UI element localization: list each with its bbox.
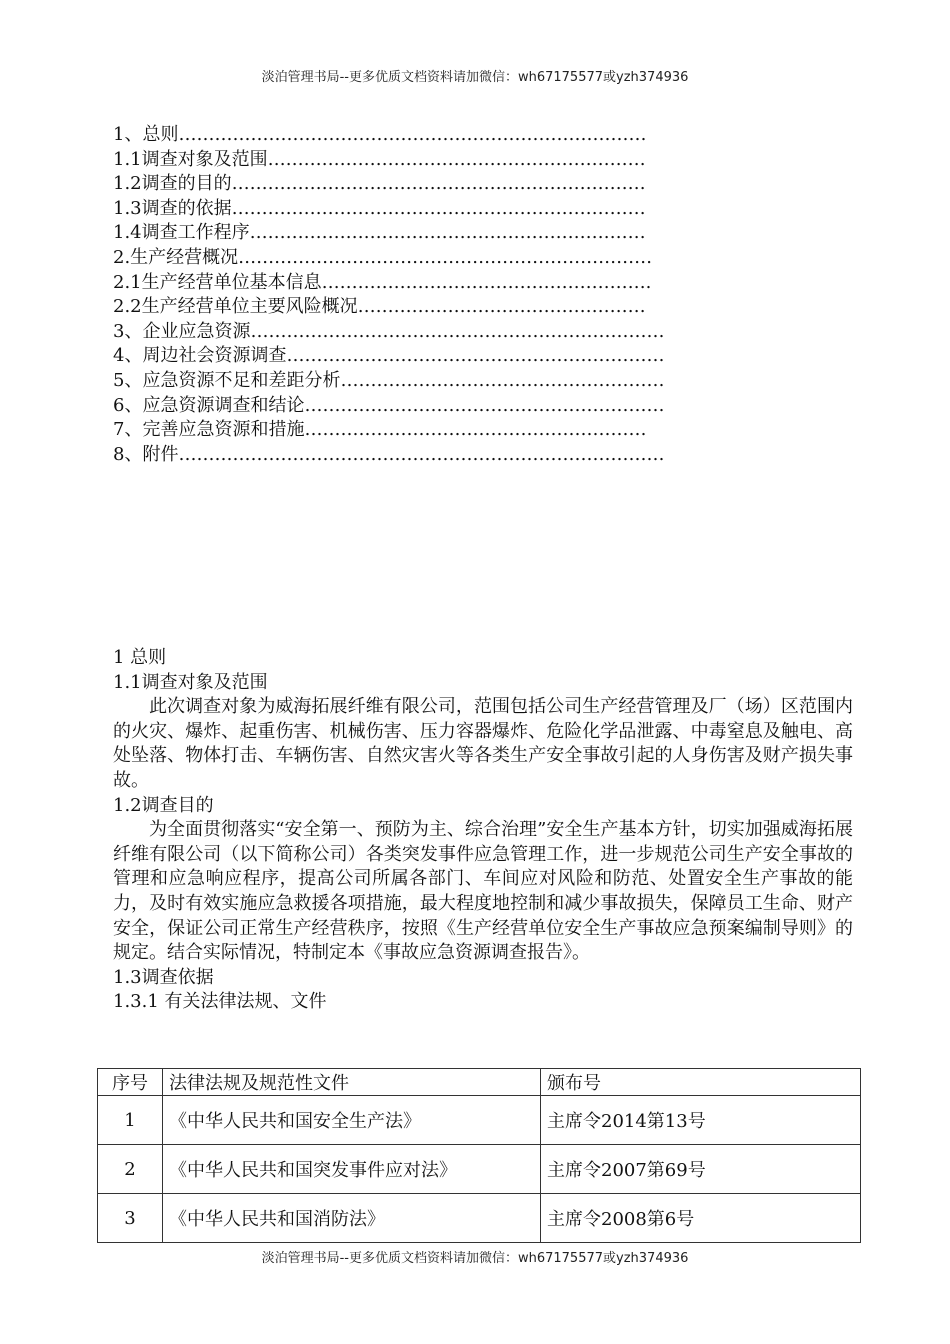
- document-body: [113, 646, 853, 1015]
- toc-entry: 6、应急资源调查和结论……………………………………………………: [113, 394, 665, 416]
- sub-subsection-heading: 1.3.1 有关法律法规、文件: [113, 991, 327, 1013]
- subsection-heading: 1.3调查依据: [113, 966, 214, 988]
- table-row: [98, 1145, 861, 1194]
- table-cell: 1: [98, 1096, 163, 1145]
- laws-table: [97, 1068, 861, 1243]
- table-cell: 主席令2014第13号: [541, 1096, 861, 1145]
- table-cell: 《中华人民共和国安全生产法》: [163, 1096, 541, 1145]
- section-heading: 1 总则: [113, 647, 167, 668]
- paragraph-scope: 此次调查对象为威海拓展纤维有限公司，范围包括公司生产经营管理及厂（场）区范围内的火灾、爆炸、起重伤害、机械伤害、压力容器爆炸、危险化学品泄露、中毒窒息及触电、高处坠落、物体打击、车辆伤害、自然灾害火等各类生产安全事故引起的人身伤害及财产损失事故。: [113, 696, 853, 791]
- toc-entry: 7、完善应急资源和措施…………………………………………………: [113, 419, 647, 441]
- table-cell: 3: [98, 1194, 163, 1243]
- table-row: [98, 1194, 861, 1243]
- toc-entry: 1.3调查的依据……………………………………………………………: [113, 197, 646, 219]
- page-header: 淡泊管理书局--更多优质文档资料请加微信：wh67175577或yzh374936: [261, 70, 689, 85]
- table-cell: 《中华人民共和国消防法》: [163, 1194, 541, 1243]
- table-cell: 主席令2007第69号: [541, 1145, 861, 1194]
- toc-entry: 2.生产经营概况……………………………………………………………: [113, 246, 653, 268]
- toc-entry: 1、总则……………………………………………………………………: [113, 124, 647, 145]
- header-cell: 序号: [98, 1069, 163, 1096]
- toc-entry: 3、企业应急资源……………………………………………………………: [113, 320, 665, 342]
- toc-entry: 4、周边社会资源调查………………………………………………………: [113, 345, 665, 367]
- toc-entry: 1.4调查工作程序…………………………………………………………: [113, 222, 646, 244]
- subsection-heading: 1.2调查目的: [113, 794, 214, 816]
- toc-entry: 2.1生产经营单位基本信息……………………………………………….: [113, 271, 652, 293]
- toc-entry: 8、附件………………………………………………………………………: [113, 443, 665, 465]
- toc-entry: 5、应急资源不足和差距分析………………………………………………: [113, 369, 665, 391]
- table-cell: 《中华人民共和国突发事件应对法》: [163, 1145, 541, 1194]
- paragraph-purpose: 为全面贯彻落实“安全第一、预防为主、综合治理”安全生产基本方针，切实加强威海拓展纤维有限公司（以下简称公司）各类突发事件应急管理工作，进一步规范公司生产安全事故的管理和应急响应程序，提高公司所属各部门、车间应对风险和防范、处置安全生产事故的能力，及时有效实施应急救援各项措施，最大程度地控制和减少事故损失，保障员工生命、财产安全，保证公司正常生产经营秩序，按照《生产经营单位安全生产事故应急预案编制导则》的规定。结合实际情况，特制定本《事故应急资源调查报告》。: [113, 819, 853, 964]
- toc-entry: 1.1调查对象及范围………………………………………………………: [113, 148, 646, 170]
- page-footer: 淡泊管理书局--更多优质文档资料请加微信：wh67175577或yzh374936: [261, 1251, 689, 1266]
- table-cell: 主席令2008第6号: [541, 1194, 861, 1243]
- table-row: [98, 1096, 861, 1145]
- table-of-contents: [113, 123, 793, 467]
- header-cell: 法律法规及规范性文件: [163, 1069, 541, 1096]
- subsection-heading: 1.1调查对象及范围: [113, 671, 268, 693]
- table-cell: 2: [98, 1145, 163, 1194]
- table-header-row: [98, 1069, 861, 1096]
- toc-entry: 2.2生产经营单位主要风险概况…………………………………………: [113, 296, 646, 318]
- toc-entry: 1.2调查的目的……………………………………………………………: [113, 173, 646, 195]
- header-cell: 颁布号: [541, 1069, 861, 1096]
